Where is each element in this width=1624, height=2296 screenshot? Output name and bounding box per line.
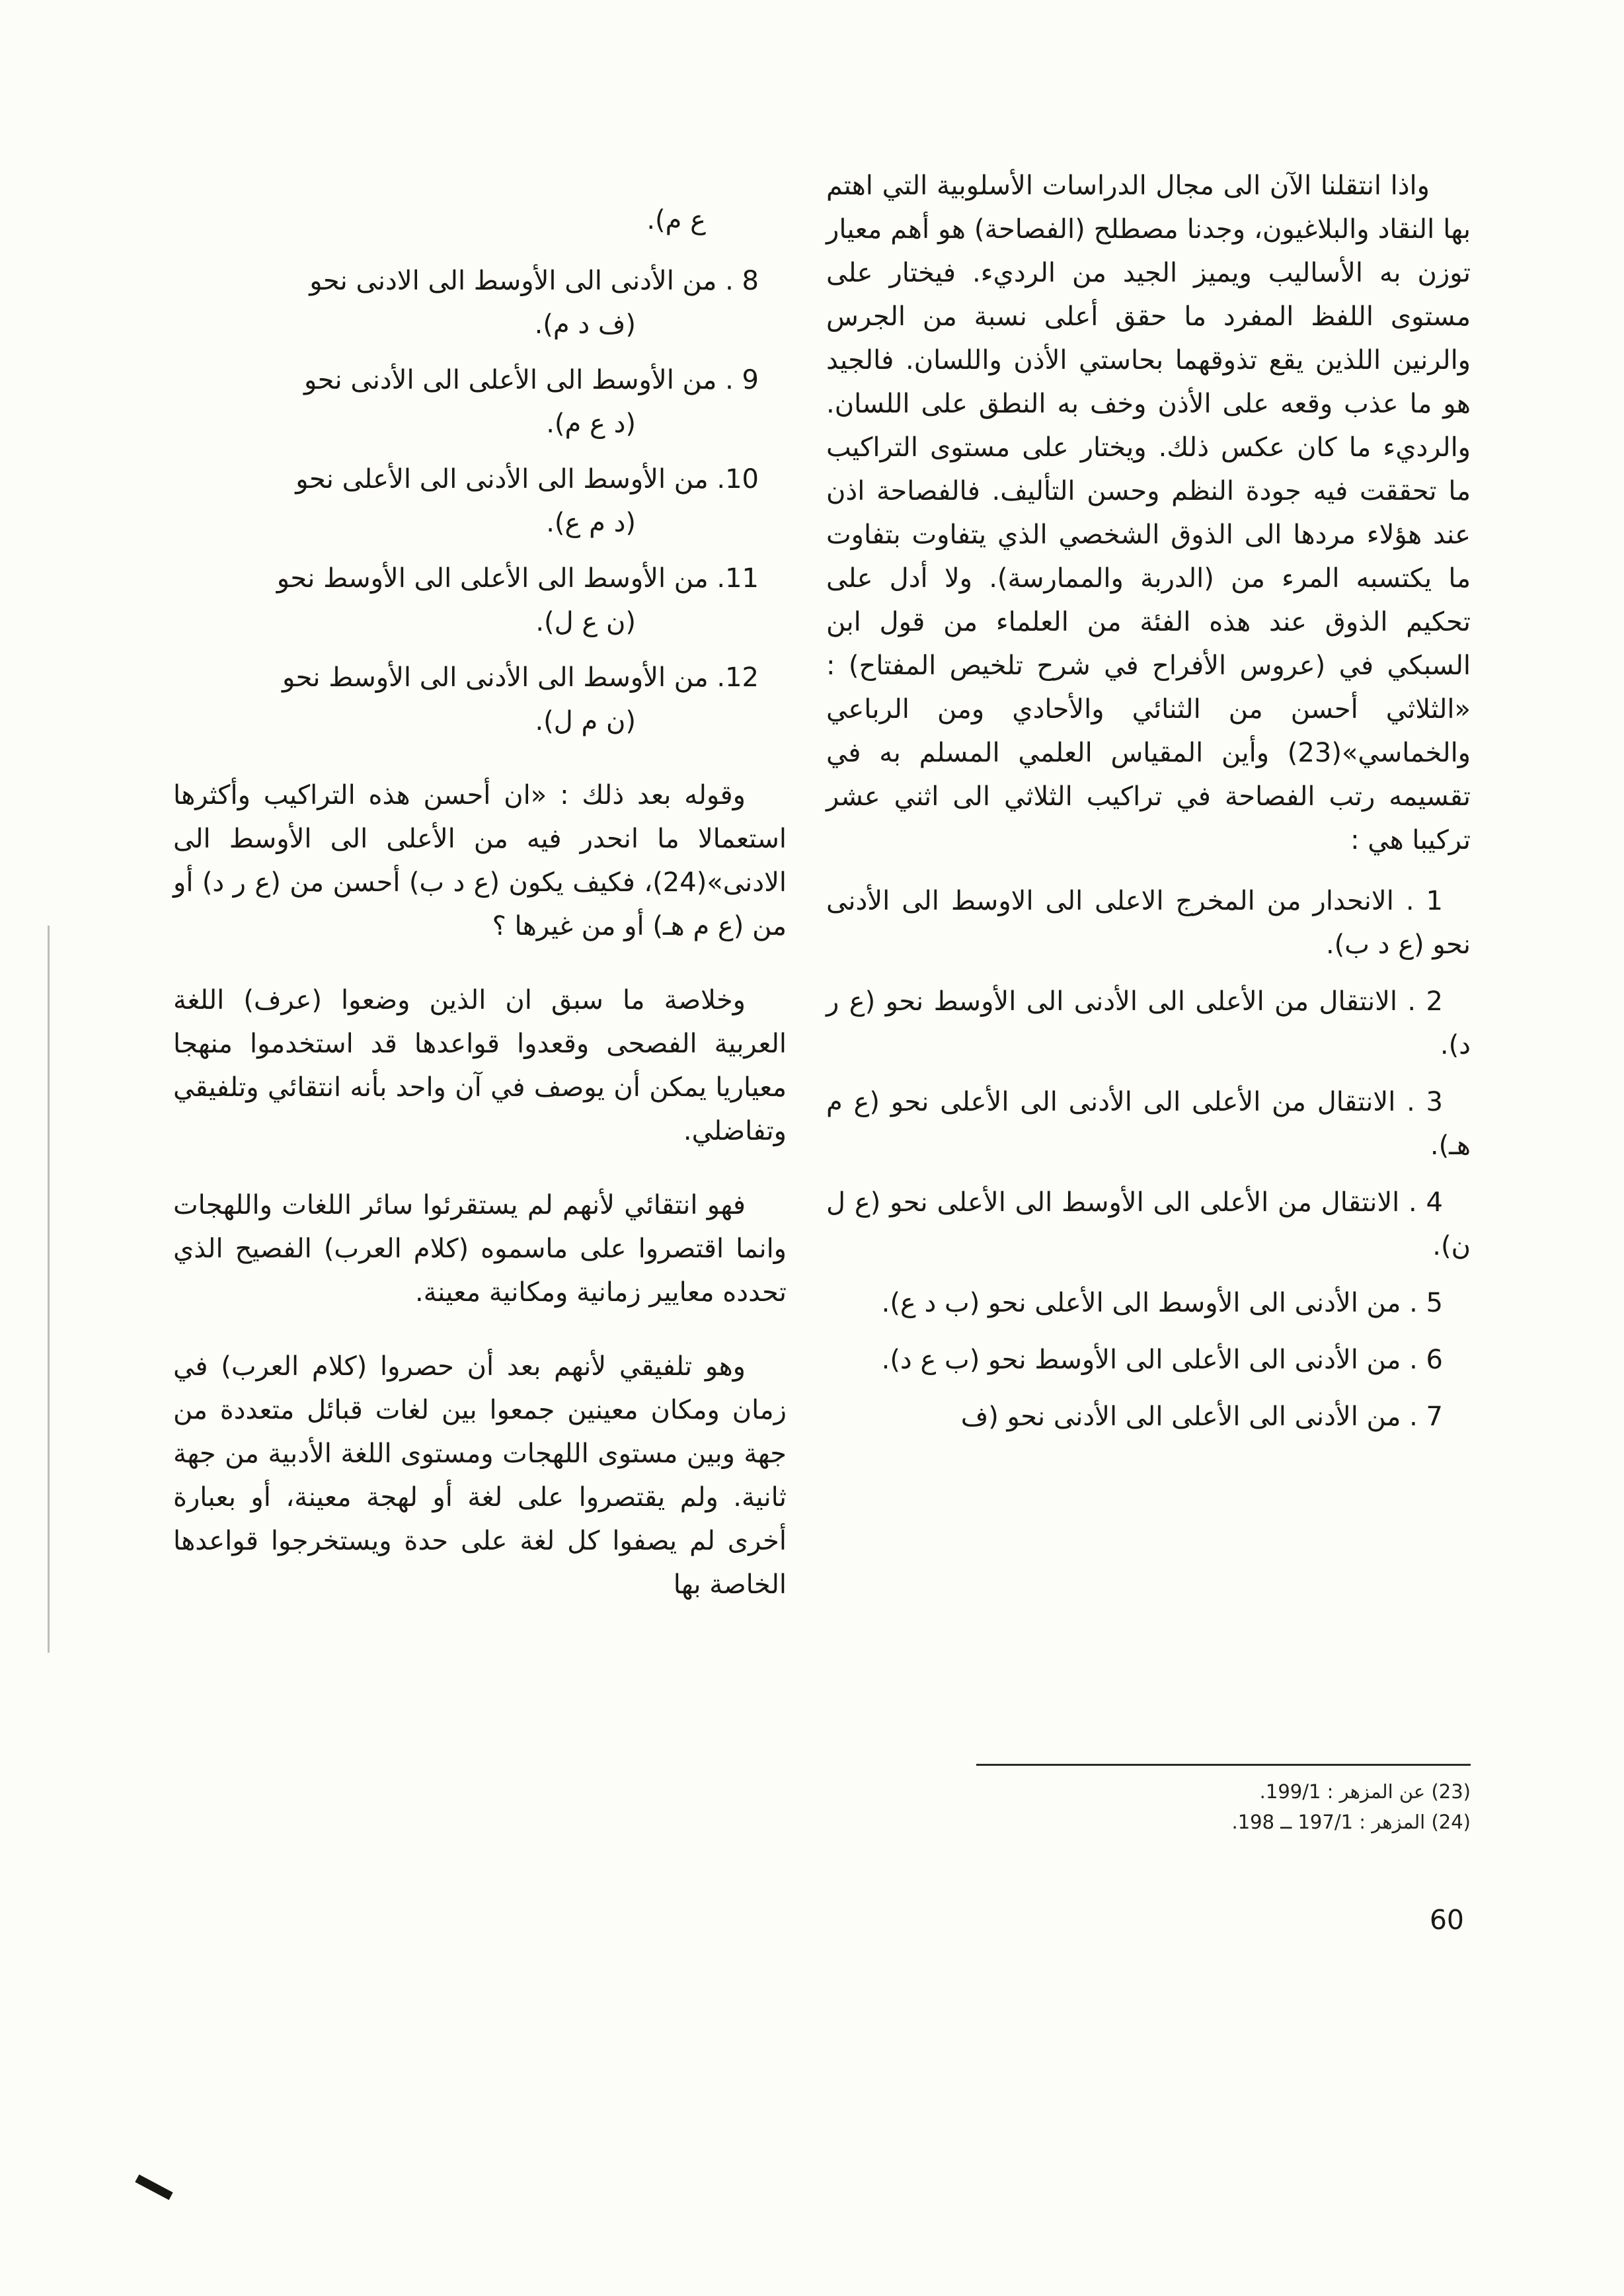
list-item-text: 12. من الأوسط الى الأدنى الى الأوسط نحو [282, 662, 759, 693]
column-right [826, 164, 1471, 1452]
list-item-4: 4 . الانتقال من الأعلى الى الأوسط الى الأعلى نحو (ع ل ن). [826, 1187, 1471, 1261]
intro-paragraph: واذا انتقلنا الآن الى مجال الدراسات الأسلوبية التي اهتم بها النقاد والبلاغيون، وجدنا مصطلح (الفصاحة) هو أهم معيار توزن به الأساليب ويميز الجيد من الرديء. فيختار على مستوى اللفظ المفرد ما حقق أعلى نسبة من الجرس والرنين اللذين يقع تذوقهما بحاستي الأذن واللسان. فالجيد هو ما عذب وقعه على الأذن وخف به النطق على اللسان. والرديء ما كان عكس ذلك. ويختار على مستوى التراكيب ما تحققت فيه جودة النظم وحسن التأليف. فالفصاحة اذن عند هؤلاء مردها الى الذوق الشخصي الذي يتفاوت بتفاوت ما يكتسبه المرء من (الدربة والممارسة). ولا أدل على تحكيم الذوق عند هذه الفئة من العلماء من قول ابن السبكي في (عروس الأفراح في شرح تلخيص المفتاح) : «الثلاثي أحسن من الثنائي والأحادي ومن الرباعي والخماسي»(23) وأين المقياس العلمي المسلم به في تقسيمه رتب الفصاحة في تراكيب الثلاثي الى اثني عشر تركيبا هي : [826, 171, 1471, 855]
summary-paragraph: وخلاصة ما سبق ان الذين وضعوا (عرف) اللغة العربية الفصحى وقعدوا قواعدها قد استخدموا منهجا معياريا يمكن أن يوصف في آن واحد بأنه انتقائي وتلفيقي وتفاضلي. [173, 985, 787, 1146]
scan-artifact-left-edge-line [48, 926, 50, 1653]
list-item-11 [173, 557, 787, 644]
list-item-6: 6 . من الأدنى الى الأعلى الى الأوسط نحو (ب ع د). [881, 1345, 1443, 1375]
list-item-10 [173, 457, 787, 545]
page-number: 60 [1429, 1904, 1464, 1936]
structures-list-1-7 [826, 879, 1471, 1439]
list-item-12 [173, 656, 787, 743]
list-item-9 [173, 358, 787, 446]
selective-paragraph: فهو انتقائي لأنهم لم يستقرئوا سائر اللغات واللهجات وانما اقتصروا على ماسموه (كلام العرب) الفصيح الذي تحدده معايير زمانية ومكانية معينة. [173, 1190, 787, 1308]
list-item-7: 7 . من الأدنى الى الأعلى الى الأدنى نحو (ف [960, 1402, 1443, 1432]
scan-artifact-corner-mark [135, 2174, 173, 2200]
list-item-8 [173, 259, 787, 346]
eclectic-paragraph: وهو تلفيقي لأنهم بعد أن حصروا (كلام العرب) في زمان ومكان معينين جمعوا بين لغات قبائل متعددة من جهة وبين مستوى اللهجات ومستوى اللغة الأدبية من جهة ثانية. ولم يقتصروا على لغة أو لهجة معينة، أو بعبارة أخرى لم يصفوا كل لغة على حدة ويستخرجوا قواعدها الخاصة بها [173, 1351, 787, 1600]
list-item-text: 8 . من الأدنى الى الأوسط الى الادنى نحو [309, 266, 759, 296]
list-item-text: 9 . من الأوسط الى الأعلى الى الأدنى نحو [304, 365, 759, 395]
carryover-fragment: ع م). [646, 205, 706, 235]
footnote-24: (24) المزهر : 197/1 ــ 198. [1231, 1811, 1471, 1833]
list-item-example: (ف د م). [534, 309, 636, 340]
quote-paragraph: وقوله بعد ذلك : «ان أحسن هذه التراكيب وأكثرها استعمالا ما انحدر فيه من الأعلى الى الأوسط الى الادنى»(24)، فكيف يكون (ع د ب) أحسن من (ع ر د) أو من (ع م هـ) أو من غيرها ؟ [173, 780, 787, 941]
footnote-23: (23) عن المزهر : 199/1. [1259, 1780, 1471, 1803]
list-item-example: (د ع م). [546, 409, 636, 439]
list-item-example: (د م ع). [546, 508, 636, 538]
list-item-1: 1 . الانحدار من المخرج الاعلى الى الاوسط الى الأدنى نحو (ع د ب). [826, 886, 1471, 960]
list-item-text: 11. من الأوسط الى الأعلى الى الأوسط نحو [276, 563, 759, 594]
list-item-3: 3 . الانتقال من الأعلى الى الأدنى الى الأعلى نحو (ع م هـ). [826, 1087, 1471, 1161]
list-item-example: (ن ع ل). [535, 607, 636, 637]
list-item-5: 5 . من الأدنى الى الأوسط الى الأعلى نحو (ب د ع). [881, 1288, 1443, 1318]
column-left [173, 198, 787, 1606]
list-item-example: (ن م ل). [535, 706, 636, 736]
list-item-2: 2 . الانتقال من الأعلى الى الأدنى الى الأوسط نحو (ع ر د). [826, 986, 1471, 1060]
structures-list-8-12 [173, 259, 787, 743]
list-item-text: 10. من الأوسط الى الأدنى الى الأعلى نحو [295, 464, 759, 495]
footnotes-block [976, 1764, 1471, 1837]
footnote-divider [976, 1764, 1471, 1766]
